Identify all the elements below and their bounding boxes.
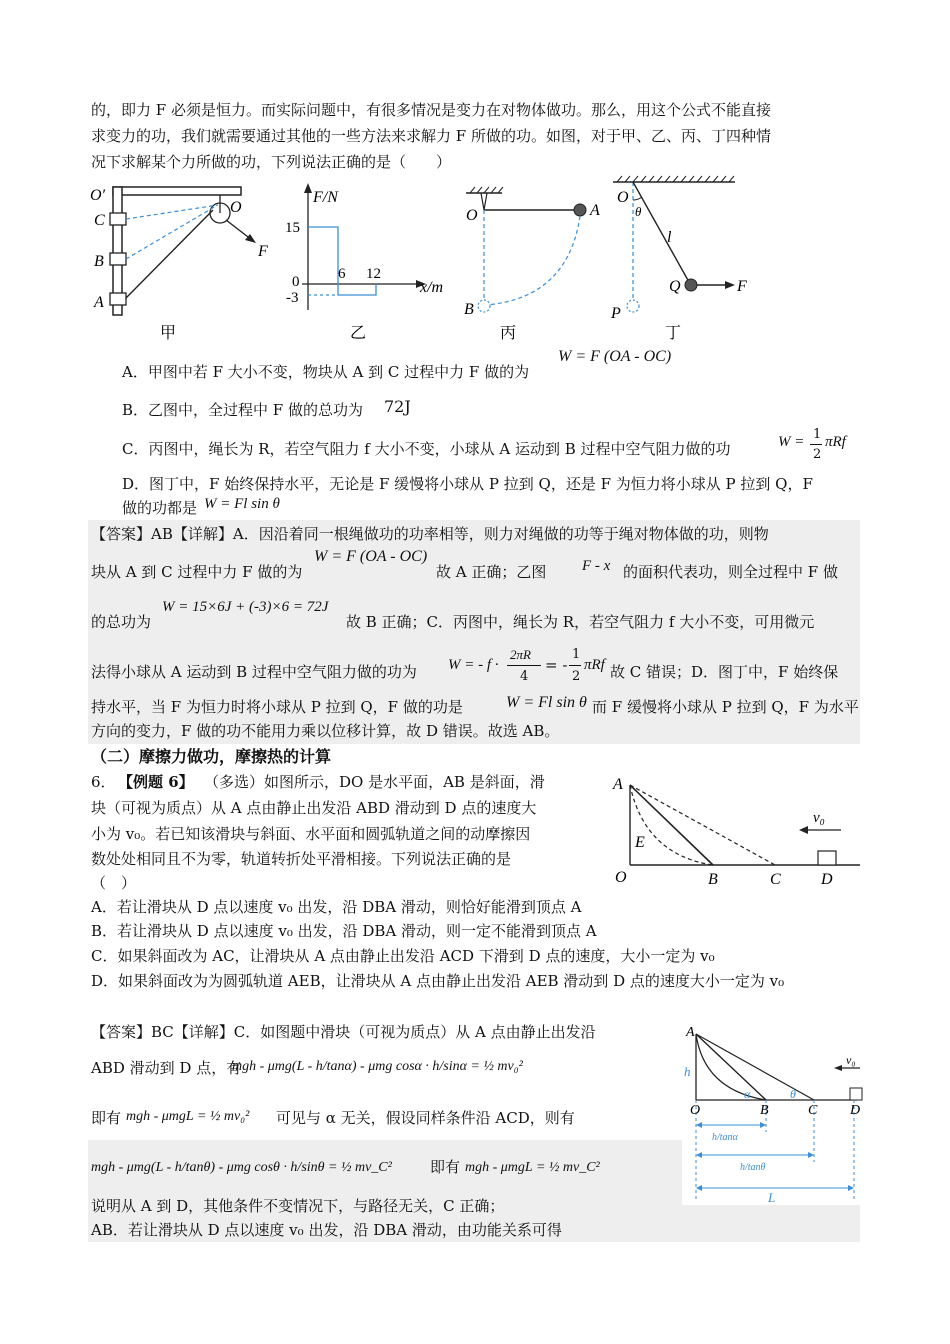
option-a-text: A．甲图中若 F 大小不变，物块从 A 到 C 过程中力 F 做的为 — [122, 363, 530, 381]
answer-1-formula-a: W = F (OA - OC) — [314, 548, 428, 565]
yi-tick-0: 0 — [292, 274, 300, 290]
a2-label-h-tant: h/tanθ — [740, 1162, 766, 1173]
answer-1-line-6: 方向的变力，F 做的功不能用力乘以位移计算，故 D 错误。故选 AB。 — [91, 722, 560, 740]
answer-1-formula-d: W = Fl sin θ — [506, 694, 587, 711]
caption-ding: 丁 — [665, 325, 682, 342]
yi-ylabel: F/N — [313, 189, 338, 206]
label-f: F — [258, 243, 268, 260]
answer-2-figure — [682, 1020, 862, 1205]
answer-1-line-2a: 块从 A 到 C 过程中力 F 做的为 — [91, 563, 303, 581]
example-6-option-b: B．若让滑块从 D 点以速度 v₀ 出发，沿 DBA 滑动，则一定不能滑到顶点 A — [91, 922, 597, 940]
answer-1-line-2c: 的面积代表功，则全过程中 F 做 — [623, 563, 838, 581]
option-c-formula-num: 1 — [813, 427, 822, 442]
bing-label-b: B — [464, 301, 474, 318]
answer-1-formula-c-num2: 1 — [572, 647, 581, 662]
a2-label-b: B — [760, 1103, 769, 1118]
yi-xlabel: x/m — [420, 279, 444, 296]
answer-1-line-5a: 持水平，当 F 为恒力时将小球从 P 拉到 Q，F 做的功是 — [91, 698, 463, 716]
option-a-formula: W = F (OA - OC) — [558, 348, 672, 365]
ex6-label-a: A — [613, 776, 623, 793]
a2-label-a: A — [686, 1025, 695, 1040]
answer-1-formula-c3: πRf — [584, 657, 605, 673]
example-6-line-1: （多选）如图所示，DO 是水平面，AB 是斜面，滑 — [204, 773, 545, 791]
answer-2-line-2a: ABD 滑动到 D 点，有 — [91, 1059, 242, 1077]
section-2-title: （二）摩擦力做功，摩擦热的计算 — [91, 747, 332, 766]
example-6-option-c: C．如果斜面改为 AC，让滑块从 A 点由静止出发沿 ACD 下滑到 D 点的速度，大小一定为 v₀ — [91, 947, 715, 965]
example-6-num: 6． — [91, 773, 116, 791]
ding-label-theta: θ — [635, 204, 642, 219]
answer-1-line-4a: 法得小球从 A 运动到 B 过程中空气阻力做的功为 — [91, 663, 417, 681]
answer-2-eq-2: mgh - μmgL = ½ mv₀² — [126, 1109, 250, 1124]
ex6-label-d: D — [821, 871, 833, 888]
ex6-label-e: E — [635, 834, 645, 851]
example-6-option-a: A．若让滑块从 D 点以速度 v₀ 出发，沿 DBA 滑动，则恰好能滑到顶点 A — [91, 898, 582, 916]
a2-label-d: D — [850, 1103, 861, 1118]
option-d-formula: W = Fl sin θ — [204, 496, 280, 512]
answer-1-formula-c-den: 4 — [520, 669, 529, 684]
option-d-text-1: D．图丁中，F 始终保持水平，无论是 F 缓慢将小球从 P 拉到 Q，还是 F 为恒力将小球从 P 拉到 Q，F — [122, 475, 813, 493]
ding-label-o: O — [617, 189, 629, 206]
option-b-formula: 72J — [384, 397, 411, 416]
caption-bing: 丙 — [500, 325, 517, 342]
label-o-prime: O′ — [90, 187, 106, 204]
ex6-label-c: C — [770, 871, 781, 888]
ding-label-f: F — [737, 278, 747, 295]
yi-tick-12: 12 — [366, 266, 381, 282]
answer-2-eq-4: mgh - μmgL = ½ mv_C² — [465, 1160, 600, 1175]
intro-line-2: 求变力的功，我们就需要通过其他的一些方法来求解力 F 所做的功。如图，对于甲、乙、丙、丁四种情 — [91, 127, 771, 145]
ex6-label-b: B — [708, 871, 718, 888]
answer-1-formula-fx: F - x — [582, 558, 611, 574]
a2-label-h: h — [684, 1064, 691, 1079]
answer-2-line-3a: 即有 — [91, 1109, 122, 1127]
answer-1-line-2b: 故 A 正确；乙图 — [436, 563, 547, 581]
a2-label-v0: v₀ — [846, 1053, 856, 1067]
answer-2-eq-3: mgh - μmg(L - h/tanθ) - μmg cosθ · h/sinθ = ½ mv_C² — [91, 1160, 392, 1175]
answer-2-line-6: AB．若让滑块从 D 点以速度 v₀ 出发，沿 DBA 滑动，由功能关系可得 — [91, 1221, 562, 1239]
example-6-line-2: 块（可视为质点）从 A 点由静止出发沿 ABD 滑动到 D 点的速度大 — [91, 799, 537, 817]
intro-line-3: 况下求解某个力所做的功，下列说法正确的是（ ） — [91, 153, 452, 171]
yi-tick-15: 15 — [285, 220, 300, 236]
answer-1-line-3b: 故 B 正确；C．丙图中，绳长为 R，若空气阻力 f 大小不变，可用微元 — [346, 613, 815, 631]
label-o: O — [230, 199, 242, 216]
example-6-figure — [605, 770, 865, 890]
bing-label-o: O — [466, 207, 478, 224]
ex6-label-o: O — [615, 869, 627, 886]
answer-2-line-5: 说明从 A 到 D，其他条件不变情况下，与路径无关，C 正确； — [91, 1197, 505, 1215]
a2-label-c: C — [808, 1103, 818, 1118]
caption-yi: 乙 — [350, 325, 367, 342]
figure-yi — [280, 180, 450, 345]
option-c-formula-den: 2 — [813, 447, 822, 462]
a2-label-l: L — [768, 1190, 776, 1205]
example-6-tag: 【例题 6】 — [118, 773, 194, 791]
caption-jia: 甲 — [160, 325, 177, 342]
answer-1-line-3a: 的总功为 — [91, 613, 152, 631]
answer-1-formula-c-num: 2πR — [510, 647, 531, 662]
option-c-formula-tail: πRf — [825, 434, 846, 450]
a2-label-h-tana: h/tanα — [712, 1132, 738, 1143]
answer-2-line-3b: 可见与 α 无关，假设同样条件沿 ACD，则有 — [276, 1109, 575, 1127]
figure-jia — [90, 180, 268, 345]
answer-1-line-1: 【答案】AB【详解】A．因沿着同一根绳做功的功率相等，则力对绳做的功等于绳对物体做的功，则物 — [91, 525, 769, 543]
label-a: A — [94, 294, 104, 311]
ding-label-q: Q — [669, 278, 681, 295]
figure-ding — [605, 170, 775, 345]
answer-1-line-4b: 故 C 错误；D．图丁中，F 始终保 — [610, 663, 839, 681]
answer-1-formula-c2: = - — [545, 656, 568, 674]
answer-1-line-5b: 而 F 缓慢将小球从 P 拉到 Q，F 为水平 — [592, 698, 859, 716]
ding-label-l: l — [667, 229, 672, 246]
a2-label-theta: θ — [790, 1087, 796, 1101]
option-b-text: B．乙图中，全过程中 F 做的总功为 — [122, 401, 363, 419]
figure-bing — [458, 180, 618, 345]
ding-label-p: P — [611, 305, 621, 322]
bing-label-a: A — [590, 202, 600, 219]
label-c: C — [94, 212, 105, 229]
example-6-option-d: D．如果斜面改为为圆弧轨道 AEB，让滑块从 A 点由静止出发沿 AEB 滑动到 D 点的速度大小一定为 v₀ — [91, 972, 785, 990]
intro-line-1: 的，即力 F 必须是恒力。而实际问题中，有很多情况是变力在对物体做功。那么，用这个公式不能直接 — [91, 101, 771, 119]
example-6-line-3: 小为 v₀。若已知该滑块与斜面、水平面和圆弧轨道之间的动摩擦因 — [91, 825, 531, 843]
answer-1-formula-c-den2: 2 — [572, 669, 581, 684]
answer-1-formula-b: W = 15×6J + (-3)×6 = 72J — [162, 599, 329, 615]
answer-2-line-4b: 即有 — [430, 1158, 461, 1176]
yi-tick-neg3: -3 — [286, 290, 299, 306]
option-c-text: C．丙图中，绳长为 R，若空气阻力 f 大小不变，小球从 A 运动到 B 过程中空气阻力做的功 — [122, 440, 731, 458]
answer-1-formula-c1: W = - f · — [448, 657, 499, 673]
option-c-formula-w: W = — [778, 434, 805, 450]
yi-tick-6: 6 — [338, 266, 346, 282]
a2-label-alpha: α — [744, 1087, 751, 1101]
answer-2-line-1: 【答案】BC【详解】C．如图题中滑块（可视为质点）从 A 点由静止出发沿 — [91, 1023, 596, 1041]
example-6-line-4: 数处处相同且不为零，轨道转折处平滑相接。下列说法正确的是 — [91, 850, 512, 868]
answer-2-eq-1: mgh - μmg(L - h/tanα) - μmg cosα · h/sinα = ½ mv₀² — [232, 1059, 523, 1074]
label-b: B — [94, 253, 104, 270]
example-6-line-5: （ ） — [91, 874, 137, 892]
option-d-text-2: 做的功都是 — [122, 499, 198, 517]
ex6-label-v0: v₀ — [813, 810, 825, 826]
a2-label-o: O — [690, 1103, 701, 1118]
